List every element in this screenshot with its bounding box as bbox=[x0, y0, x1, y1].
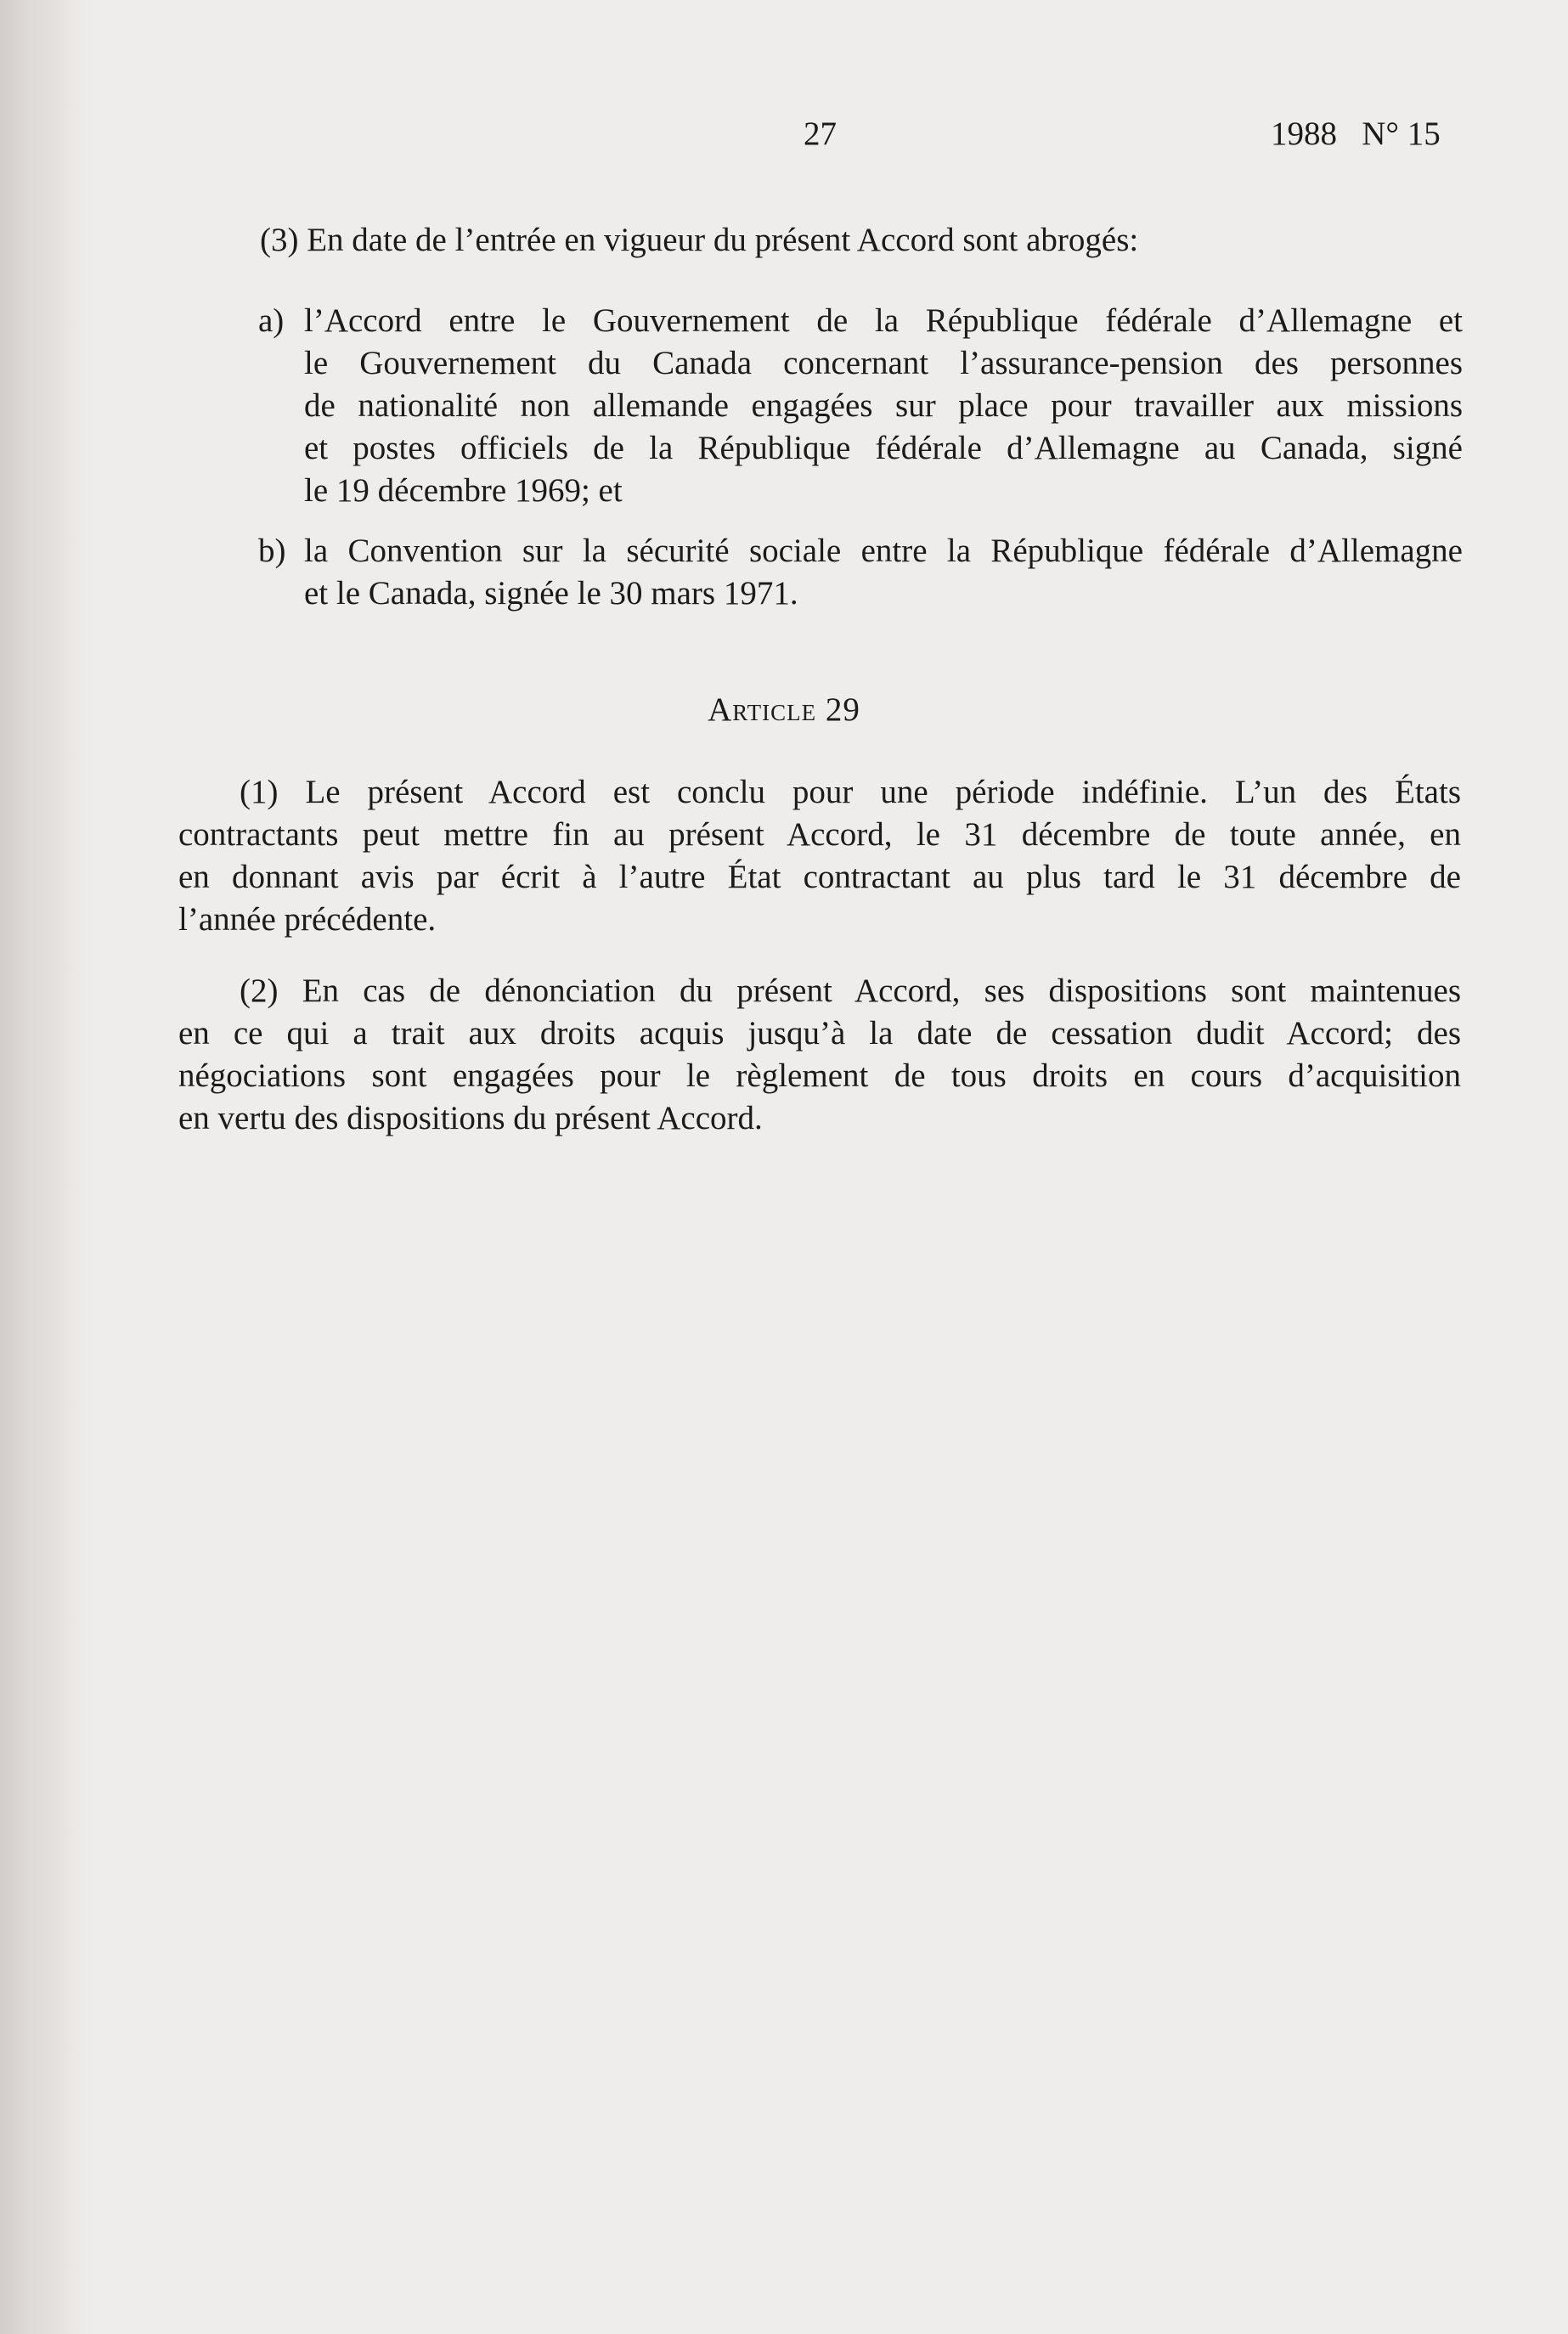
item-b-line: la Convention sur la sécurité sociale entre la République fédérale d’Allemagne bbox=[304, 533, 1463, 569]
article-heading: Article 29 bbox=[708, 691, 860, 728]
paragraph-1 bbox=[178, 771, 1461, 941]
item-a-line: le 19 décembre 1969; et bbox=[304, 472, 623, 509]
item-a-line: de nationalité non allemande engagées sur place pour travailler aux missions bbox=[304, 387, 1463, 424]
page-number: 27 bbox=[804, 116, 837, 152]
paragraph-2-line: négociations sont engagées pour le règlement de tous droits en cours d’acquisition bbox=[178, 1057, 1461, 1094]
paragraph-2 bbox=[178, 970, 1461, 1140]
paragraph-3 bbox=[260, 219, 1468, 262]
paragraph-2-line: en vertu des dispositions du présent Accord. bbox=[178, 1100, 763, 1136]
page-gutter bbox=[0, 0, 76, 2334]
paragraph-1-line: (1) Le présent Accord est conclu pour une période indéfinie. L’un des États bbox=[240, 774, 1461, 810]
paragraph-3-line: (3) En date de l’entrée en vigueur du présent Accord sont abrogés: bbox=[260, 222, 1139, 258]
item-a-text bbox=[304, 300, 1463, 512]
paragraph-2-line: (2) En cas de dénonciation du présent Accord, ses dispositions sont maintenues bbox=[240, 972, 1461, 1009]
item-a-line: et postes officiels de la République fédérale d’Allemagne au Canada, signé bbox=[304, 430, 1463, 466]
item-b-text bbox=[304, 530, 1463, 615]
item-a-label: a) bbox=[258, 302, 285, 339]
paragraph-1-line: l’année précédente. bbox=[178, 901, 437, 938]
paragraph-1-line: contractants peut mettre fin au présent Accord, le 31 décembre de toute année, en bbox=[178, 816, 1461, 853]
item-a-line: le Gouvernement du Canada concernant l’assurance-pension des personnes bbox=[304, 345, 1463, 381]
paragraph-1-line: en donnant avis par écrit à l’autre État contractant au plus tard le 31 décembre de bbox=[178, 859, 1461, 895]
year-number: 1988 N° 15 bbox=[1271, 116, 1441, 152]
item-b-line: et le Canada, signée le 30 mars 1971. bbox=[304, 575, 798, 612]
item-a-line: l’Accord entre le Gouvernement de la République fédérale d’Allemagne et bbox=[304, 302, 1463, 339]
paragraph-2-line: en ce qui a trait aux droits acquis jusqu’à la date de cessation dudit Accord; des bbox=[178, 1015, 1461, 1051]
item-b-label: b) bbox=[258, 533, 286, 569]
